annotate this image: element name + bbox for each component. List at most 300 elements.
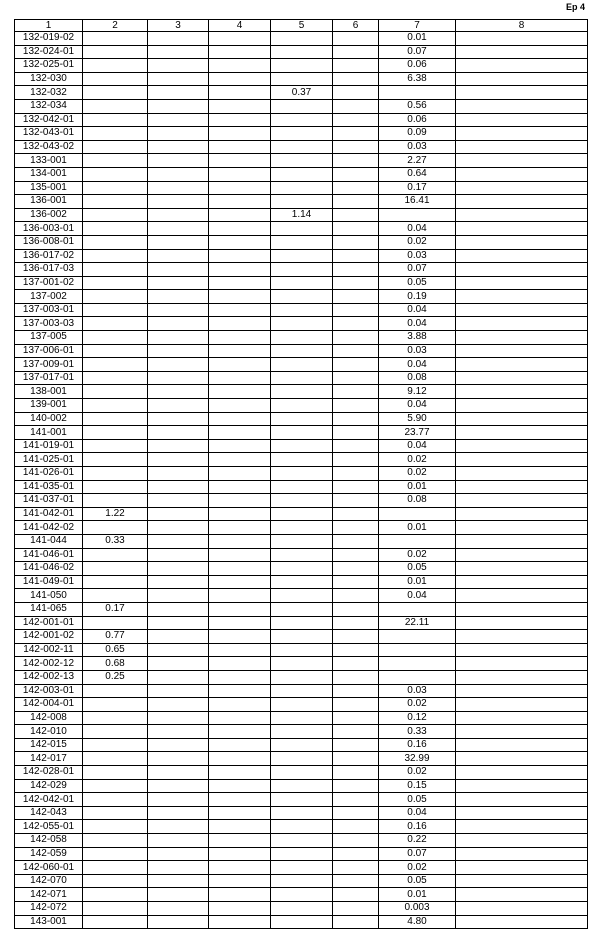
value-cell-col-2 — [83, 806, 148, 820]
value-cell-col-3 — [148, 643, 209, 657]
value-cell-col-8 — [456, 72, 588, 86]
value-cell-col-7: 3.88 — [379, 331, 456, 345]
value-cell-col-2: 1.22 — [83, 507, 148, 521]
column-header: 7 — [379, 20, 456, 32]
value-cell-col-5 — [271, 915, 333, 929]
table-row — [15, 235, 588, 249]
table-row — [15, 385, 588, 399]
value-cell-col-6 — [333, 779, 379, 793]
value-cell-col-4 — [209, 45, 271, 59]
value-cell-col-5 — [271, 154, 333, 168]
value-cell-col-2 — [83, 249, 148, 263]
value-cell-col-6 — [333, 195, 379, 209]
table-row — [15, 793, 588, 807]
row-code-cell: 136-017-03 — [15, 263, 83, 277]
column-header: 5 — [271, 20, 333, 32]
value-cell-col-4 — [209, 32, 271, 46]
table-row — [15, 684, 588, 698]
value-cell-col-3 — [148, 290, 209, 304]
value-cell-col-5 — [271, 589, 333, 603]
value-cell-col-4 — [209, 290, 271, 304]
value-cell-col-5 — [271, 99, 333, 113]
table-row — [15, 45, 588, 59]
value-cell-col-3 — [148, 385, 209, 399]
table-row — [15, 480, 588, 494]
value-cell-col-6 — [333, 657, 379, 671]
row-code-cell: 137-001-02 — [15, 276, 83, 290]
value-cell-col-6 — [333, 358, 379, 372]
value-cell-col-5 — [271, 630, 333, 644]
value-cell-col-2 — [83, 140, 148, 154]
value-cell-col-3 — [148, 399, 209, 413]
value-cell-col-6 — [333, 684, 379, 698]
value-cell-col-4 — [209, 616, 271, 630]
value-cell-col-7: 0.06 — [379, 113, 456, 127]
value-cell-col-8 — [456, 766, 588, 780]
value-cell-col-6 — [333, 181, 379, 195]
value-cell-col-4 — [209, 235, 271, 249]
value-cell-col-3 — [148, 439, 209, 453]
row-code-cell: 135-001 — [15, 181, 83, 195]
value-cell-col-8 — [456, 32, 588, 46]
value-cell-col-5 — [271, 167, 333, 181]
value-cell-col-6 — [333, 534, 379, 548]
value-cell-col-2 — [83, 711, 148, 725]
value-cell-col-4 — [209, 208, 271, 222]
table-row — [15, 521, 588, 535]
value-cell-col-2 — [83, 72, 148, 86]
value-cell-col-8 — [456, 317, 588, 331]
value-cell-col-7: 0.33 — [379, 725, 456, 739]
value-cell-col-6 — [333, 725, 379, 739]
value-cell-col-5 — [271, 779, 333, 793]
value-cell-col-6 — [333, 222, 379, 236]
value-cell-col-6 — [333, 113, 379, 127]
value-cell-col-7: 0.04 — [379, 589, 456, 603]
value-cell-col-8 — [456, 358, 588, 372]
value-cell-col-2 — [83, 99, 148, 113]
value-cell-col-6 — [333, 521, 379, 535]
value-cell-col-8 — [456, 902, 588, 916]
value-cell-col-3 — [148, 698, 209, 712]
value-cell-col-6 — [333, 806, 379, 820]
value-cell-col-7: 0.003 — [379, 902, 456, 916]
value-cell-col-3 — [148, 902, 209, 916]
row-code-cell: 136-017-02 — [15, 249, 83, 263]
value-cell-col-8 — [456, 521, 588, 535]
value-cell-col-7: 0.17 — [379, 181, 456, 195]
value-cell-col-5 — [271, 820, 333, 834]
table-row — [15, 113, 588, 127]
value-cell-col-5 — [271, 643, 333, 657]
value-cell-col-2 — [83, 127, 148, 141]
value-cell-col-4 — [209, 426, 271, 440]
column-header: 4 — [209, 20, 271, 32]
value-cell-col-3 — [148, 45, 209, 59]
table-row — [15, 399, 588, 413]
value-cell-col-4 — [209, 861, 271, 875]
table-row — [15, 344, 588, 358]
table-row — [15, 140, 588, 154]
row-code-cell: 139-001 — [15, 399, 83, 413]
value-cell-col-6 — [333, 698, 379, 712]
value-cell-col-8 — [456, 453, 588, 467]
value-cell-col-4 — [209, 127, 271, 141]
row-code-cell: 141-001 — [15, 426, 83, 440]
value-cell-col-3 — [148, 222, 209, 236]
value-cell-col-8 — [456, 467, 588, 481]
value-cell-col-6 — [333, 263, 379, 277]
value-cell-col-8 — [456, 412, 588, 426]
table-row — [15, 167, 588, 181]
value-cell-col-8 — [456, 235, 588, 249]
value-cell-col-3 — [148, 806, 209, 820]
value-cell-col-2 — [83, 263, 148, 277]
value-cell-col-7: 0.01 — [379, 480, 456, 494]
value-cell-col-6 — [333, 426, 379, 440]
value-cell-col-3 — [148, 317, 209, 331]
table-row — [15, 562, 588, 576]
value-cell-col-6 — [333, 575, 379, 589]
table-row — [15, 507, 588, 521]
value-cell-col-8 — [456, 806, 588, 820]
table-row — [15, 711, 588, 725]
value-cell-col-4 — [209, 480, 271, 494]
value-cell-col-7: 22.11 — [379, 616, 456, 630]
value-cell-col-8 — [456, 711, 588, 725]
value-cell-col-7 — [379, 208, 456, 222]
value-cell-col-4 — [209, 385, 271, 399]
value-cell-col-2 — [83, 59, 148, 73]
value-cell-col-8 — [456, 140, 588, 154]
value-cell-col-2 — [83, 453, 148, 467]
row-code-cell: 142-042-01 — [15, 793, 83, 807]
value-cell-col-7: 0.02 — [379, 235, 456, 249]
value-cell-col-6 — [333, 32, 379, 46]
table-row — [15, 670, 588, 684]
value-cell-col-8 — [456, 344, 588, 358]
value-cell-col-3 — [148, 534, 209, 548]
value-cell-col-5 — [271, 467, 333, 481]
row-code-cell: 142-008 — [15, 711, 83, 725]
value-cell-col-3 — [148, 589, 209, 603]
value-cell-col-2 — [83, 290, 148, 304]
value-cell-col-5 — [271, 793, 333, 807]
value-cell-col-4 — [209, 915, 271, 929]
value-cell-col-5 — [271, 195, 333, 209]
row-code-cell: 132-025-01 — [15, 59, 83, 73]
table-row — [15, 99, 588, 113]
value-cell-col-6 — [333, 820, 379, 834]
value-cell-col-5 — [271, 344, 333, 358]
value-cell-col-5 — [271, 276, 333, 290]
value-cell-col-4 — [209, 167, 271, 181]
table-row — [15, 127, 588, 141]
row-code-cell: 141-046-01 — [15, 548, 83, 562]
value-cell-col-3 — [148, 738, 209, 752]
value-cell-col-5 — [271, 507, 333, 521]
value-cell-col-4 — [209, 317, 271, 331]
value-cell-col-2 — [83, 616, 148, 630]
row-code-cell: 136-003-01 — [15, 222, 83, 236]
value-cell-col-4 — [209, 263, 271, 277]
row-code-cell: 141-065 — [15, 602, 83, 616]
value-cell-col-4 — [209, 698, 271, 712]
value-cell-col-5 — [271, 181, 333, 195]
value-cell-col-4 — [209, 793, 271, 807]
value-cell-col-5 — [271, 127, 333, 141]
table-row — [15, 643, 588, 657]
column-header: 6 — [333, 20, 379, 32]
value-cell-col-4 — [209, 276, 271, 290]
value-cell-col-2 — [83, 113, 148, 127]
value-cell-col-5 — [271, 303, 333, 317]
value-cell-col-7: 0.04 — [379, 303, 456, 317]
row-code-cell: 141-026-01 — [15, 467, 83, 481]
value-cell-col-8 — [456, 249, 588, 263]
value-cell-col-2 — [83, 494, 148, 508]
value-cell-col-3 — [148, 779, 209, 793]
value-cell-col-7: 0.04 — [379, 222, 456, 236]
row-code-cell: 141-050 — [15, 589, 83, 603]
value-cell-col-6 — [333, 766, 379, 780]
value-cell-col-2 — [83, 467, 148, 481]
value-cell-col-2 — [83, 344, 148, 358]
value-cell-col-3 — [148, 915, 209, 929]
value-cell-col-8 — [456, 725, 588, 739]
value-cell-col-4 — [209, 195, 271, 209]
value-cell-col-6 — [333, 874, 379, 888]
value-cell-col-2 — [83, 738, 148, 752]
value-cell-col-6 — [333, 834, 379, 848]
value-cell-col-2 — [83, 331, 148, 345]
value-cell-col-6 — [333, 643, 379, 657]
value-cell-col-6 — [333, 548, 379, 562]
value-cell-col-4 — [209, 779, 271, 793]
value-cell-col-8 — [456, 562, 588, 576]
value-cell-col-3 — [148, 167, 209, 181]
value-cell-col-5 — [271, 562, 333, 576]
value-cell-col-8 — [456, 59, 588, 73]
value-cell-col-8 — [456, 208, 588, 222]
row-code-cell: 132-032 — [15, 86, 83, 100]
value-cell-col-2 — [83, 779, 148, 793]
value-cell-col-3 — [148, 127, 209, 141]
table-row — [15, 820, 588, 834]
row-code-cell: 142-001-02 — [15, 630, 83, 644]
value-cell-col-6 — [333, 494, 379, 508]
table-row — [15, 575, 588, 589]
value-cell-col-6 — [333, 793, 379, 807]
value-cell-col-8 — [456, 371, 588, 385]
value-cell-col-2 — [83, 154, 148, 168]
column-header: 1 — [15, 20, 83, 32]
value-cell-col-6 — [333, 140, 379, 154]
value-cell-col-6 — [333, 99, 379, 113]
value-cell-col-7: 23.77 — [379, 426, 456, 440]
value-cell-col-3 — [148, 235, 209, 249]
value-cell-col-2 — [83, 847, 148, 861]
value-cell-col-4 — [209, 752, 271, 766]
row-code-cell: 134-001 — [15, 167, 83, 181]
row-code-cell: 141-025-01 — [15, 453, 83, 467]
value-cell-col-7: 0.02 — [379, 861, 456, 875]
row-code-cell: 132-034 — [15, 99, 83, 113]
value-cell-col-3 — [148, 888, 209, 902]
row-code-cell: 132-024-01 — [15, 45, 83, 59]
value-cell-col-6 — [333, 154, 379, 168]
table-row — [15, 303, 588, 317]
value-cell-col-6 — [333, 738, 379, 752]
column-header: 2 — [83, 20, 148, 32]
row-code-cell: 142-028-01 — [15, 766, 83, 780]
value-cell-col-8 — [456, 181, 588, 195]
value-cell-col-5 — [271, 358, 333, 372]
value-cell-col-7 — [379, 643, 456, 657]
value-cell-col-2 — [83, 276, 148, 290]
table-row — [15, 181, 588, 195]
value-cell-col-8 — [456, 127, 588, 141]
row-code-cell: 132-042-01 — [15, 113, 83, 127]
value-cell-col-6 — [333, 630, 379, 644]
value-cell-col-7: 0.16 — [379, 820, 456, 834]
value-cell-col-7: 0.03 — [379, 684, 456, 698]
value-cell-col-5 — [271, 317, 333, 331]
value-cell-col-4 — [209, 494, 271, 508]
value-cell-col-6 — [333, 317, 379, 331]
value-cell-col-7: 0.01 — [379, 888, 456, 902]
table-row — [15, 208, 588, 222]
value-cell-col-4 — [209, 412, 271, 426]
row-code-cell: 137-005 — [15, 331, 83, 345]
value-cell-col-3 — [148, 562, 209, 576]
table-row — [15, 154, 588, 168]
value-cell-col-5 — [271, 72, 333, 86]
value-cell-col-8 — [456, 534, 588, 548]
value-cell-col-2: 0.65 — [83, 643, 148, 657]
row-code-cell: 136-001 — [15, 195, 83, 209]
value-cell-col-3 — [148, 725, 209, 739]
value-cell-col-3 — [148, 263, 209, 277]
value-cell-col-7: 16.41 — [379, 195, 456, 209]
value-cell-col-3 — [148, 467, 209, 481]
value-cell-col-7: 0.07 — [379, 263, 456, 277]
value-cell-col-2 — [83, 371, 148, 385]
value-cell-col-5 — [271, 371, 333, 385]
value-cell-col-3 — [148, 303, 209, 317]
table-row — [15, 426, 588, 440]
value-cell-col-2: 0.17 — [83, 602, 148, 616]
value-cell-col-4 — [209, 711, 271, 725]
value-cell-col-7: 0.01 — [379, 32, 456, 46]
table-row — [15, 766, 588, 780]
row-code-cell: 141-019-01 — [15, 439, 83, 453]
value-cell-col-8 — [456, 507, 588, 521]
value-cell-col-5 — [271, 521, 333, 535]
value-cell-col-3 — [148, 453, 209, 467]
value-cell-col-4 — [209, 575, 271, 589]
value-cell-col-2 — [83, 439, 148, 453]
value-cell-col-6 — [333, 902, 379, 916]
value-cell-col-4 — [209, 725, 271, 739]
table-row — [15, 249, 588, 263]
value-cell-col-7: 0.19 — [379, 290, 456, 304]
value-cell-col-5 — [271, 426, 333, 440]
value-cell-col-7: 2.27 — [379, 154, 456, 168]
value-cell-col-6 — [333, 208, 379, 222]
value-cell-col-7: 0.08 — [379, 371, 456, 385]
page-number-mark: Ep 4 — [565, 2, 585, 12]
value-cell-col-8 — [456, 575, 588, 589]
value-cell-col-4 — [209, 331, 271, 345]
value-cell-col-6 — [333, 276, 379, 290]
value-cell-col-8 — [456, 154, 588, 168]
value-cell-col-4 — [209, 507, 271, 521]
value-cell-col-3 — [148, 657, 209, 671]
value-cell-col-3 — [148, 820, 209, 834]
value-cell-col-7: 32.99 — [379, 752, 456, 766]
table-row — [15, 59, 588, 73]
row-code-cell: 137-009-01 — [15, 358, 83, 372]
row-code-cell: 141-044 — [15, 534, 83, 548]
value-cell-col-3 — [148, 602, 209, 616]
value-cell-col-2 — [83, 32, 148, 46]
value-cell-col-2 — [83, 589, 148, 603]
value-cell-col-6 — [333, 589, 379, 603]
value-cell-col-8 — [456, 630, 588, 644]
value-cell-col-6 — [333, 861, 379, 875]
value-cell-col-6 — [333, 303, 379, 317]
value-cell-col-4 — [209, 874, 271, 888]
value-cell-col-6 — [333, 167, 379, 181]
value-cell-col-5 — [271, 806, 333, 820]
row-code-cell: 132-043-01 — [15, 127, 83, 141]
value-cell-col-4 — [209, 820, 271, 834]
value-cell-col-8 — [456, 385, 588, 399]
value-cell-col-3 — [148, 684, 209, 698]
table-row — [15, 290, 588, 304]
value-cell-col-3 — [148, 358, 209, 372]
value-cell-col-8 — [456, 888, 588, 902]
value-cell-col-3 — [148, 834, 209, 848]
value-cell-col-8 — [456, 752, 588, 766]
value-cell-col-3 — [148, 140, 209, 154]
value-cell-col-7 — [379, 670, 456, 684]
value-cell-col-5 — [271, 847, 333, 861]
column-header: 8 — [456, 20, 588, 32]
value-cell-col-5 — [271, 861, 333, 875]
value-cell-col-7: 0.16 — [379, 738, 456, 752]
value-cell-col-7: 0.01 — [379, 521, 456, 535]
table-row — [15, 915, 588, 929]
value-cell-col-7: 6.38 — [379, 72, 456, 86]
table-row — [15, 439, 588, 453]
value-cell-col-2 — [83, 426, 148, 440]
value-cell-col-2 — [83, 45, 148, 59]
row-code-cell: 142-058 — [15, 834, 83, 848]
value-cell-col-4 — [209, 589, 271, 603]
value-cell-col-7: 0.08 — [379, 494, 456, 508]
value-cell-col-5 — [271, 575, 333, 589]
value-cell-col-2 — [83, 834, 148, 848]
value-cell-col-8 — [456, 480, 588, 494]
row-code-cell: 137-006-01 — [15, 344, 83, 358]
value-cell-col-6 — [333, 399, 379, 413]
value-cell-col-5 — [271, 711, 333, 725]
table-row — [15, 834, 588, 848]
table-row — [15, 902, 588, 916]
value-cell-col-4 — [209, 154, 271, 168]
